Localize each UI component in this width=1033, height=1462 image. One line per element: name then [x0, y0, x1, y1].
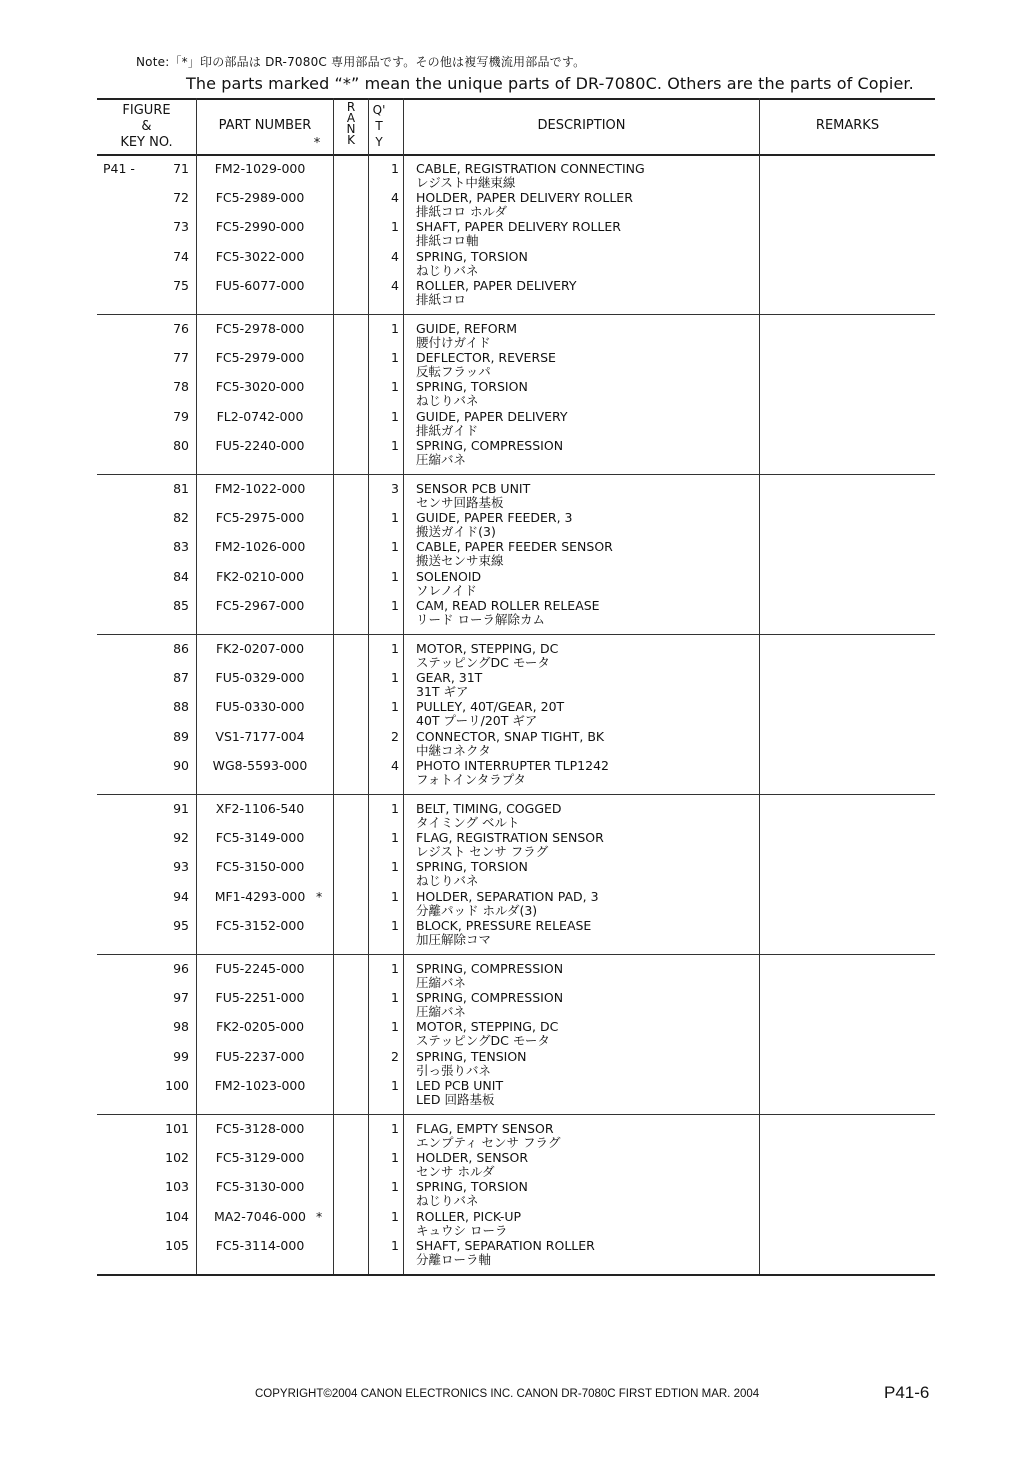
- part-number-cell: FC5-2989-000: [215, 190, 305, 206]
- part-number-cell: FU5-2245-000: [215, 961, 305, 976]
- table-row: [97, 410, 935, 439]
- description-japanese: 31T ギア: [416, 684, 469, 700]
- group-rule: [97, 314, 935, 315]
- description-english: SPRING, TORSION: [416, 1179, 528, 1195]
- description-cell: [416, 671, 856, 699]
- description-cell: [416, 642, 856, 670]
- copyright-footer: COPYRIGHT©2004 CANON ELECTRONICS INC. CANON DR-7080C FIRST EDTION MAR. 2004: [255, 1388, 760, 1400]
- description-english: SENSOR PCB UNIT: [416, 481, 531, 496]
- quantity-cell: 4: [391, 757, 399, 773]
- description-cell: [416, 410, 856, 438]
- description-english: SPRING, COMPRESSION: [416, 990, 564, 1006]
- part-number-cell: FU5-2240-000: [215, 437, 305, 453]
- table-row: [97, 1020, 935, 1049]
- quantity-cell: 1: [391, 1208, 399, 1224]
- key-number-cell: 80: [173, 437, 189, 453]
- description-japanese: フォトインタラプタ: [416, 771, 526, 787]
- table-row: [97, 162, 935, 191]
- header-bottom-rule: [97, 154, 935, 156]
- description-english: BLOCK, PRESSURE RELEASE: [416, 917, 592, 933]
- description-cell: [416, 162, 856, 190]
- description-japanese: 反転フラッパ: [416, 364, 491, 380]
- key-number-cell: 85: [173, 597, 189, 613]
- quantity-cell: 2: [391, 728, 399, 744]
- quantity-cell: 4: [391, 248, 399, 264]
- part-number-cell: FC5-3129-000: [215, 1150, 305, 1166]
- key-number-cell: 77: [173, 350, 189, 366]
- quantity-cell: 1: [391, 830, 399, 846]
- table-row: [97, 540, 935, 569]
- description-english: ROLLER, PICK-UP: [416, 1208, 522, 1224]
- description-english: PHOTO INTERRUPTER TLP1242: [416, 757, 609, 773]
- quantity-cell: 4: [391, 190, 399, 206]
- part-number-cell: FK2-0205-000: [215, 1019, 305, 1035]
- part-number-cell: WG8-5593-000: [212, 757, 308, 773]
- description-cell: [416, 250, 856, 278]
- part-number-cell: FC5-2967-000: [215, 597, 305, 613]
- quantity-cell: 1: [391, 1150, 399, 1166]
- table-row: [97, 511, 935, 540]
- key-number-cell: 82: [173, 510, 189, 526]
- description-cell: [416, 599, 856, 627]
- description-cell: [416, 1050, 856, 1078]
- description-japanese: 中継コネクタ: [416, 742, 491, 758]
- header-rank-letter: A: [346, 111, 356, 125]
- description-cell: [416, 511, 856, 539]
- description-japanese: リード ローラ解除カム: [416, 611, 545, 627]
- key-number-cell: 98: [173, 1019, 189, 1035]
- part-number-cell: MA2-7046-000: [214, 1208, 306, 1224]
- header-figure-line: KEY NO.: [120, 135, 173, 150]
- description-english: SPRING, TORSION: [416, 248, 528, 264]
- description-english: GEAR, 31T: [416, 670, 483, 686]
- description-japanese: ソレノイド: [416, 582, 477, 598]
- part-number-cell: FM2-1026-000: [214, 539, 306, 555]
- table-bottom-rule: [97, 1274, 935, 1276]
- description-cell: [416, 570, 856, 598]
- quantity-cell: 1: [391, 510, 399, 526]
- header-qty-letter: Y: [375, 135, 383, 149]
- note-english: The parts marked “*” mean the unique parts of DR-7080C. Others are the parts of Copier.: [186, 74, 914, 93]
- key-number-cell: 104: [165, 1208, 189, 1224]
- page-number: P41-6: [884, 1383, 930, 1402]
- part-number-cell: FU5-0329-000: [215, 670, 305, 686]
- part-number-cell: XF2-1106-540: [215, 801, 305, 816]
- description-cell: [416, 831, 856, 859]
- key-number-cell: 89: [173, 728, 189, 744]
- description-japanese: 腰付けガイド: [416, 335, 491, 350]
- part-number-cell: FL2-0742-000: [216, 408, 304, 424]
- description-english: FLAG, EMPTY SENSOR: [416, 1121, 554, 1136]
- table-row: [97, 1239, 935, 1268]
- group-rule: [97, 634, 935, 635]
- quantity-cell: 1: [391, 990, 399, 1006]
- description-japanese: 搬送ガイド(3): [416, 524, 496, 540]
- table-row: [97, 890, 935, 919]
- description-english: BELT, TIMING, COGGED: [416, 801, 562, 816]
- description-japanese: 排紙コロ軸: [416, 233, 479, 249]
- quantity-cell: 1: [391, 1019, 399, 1035]
- table-row: [97, 1079, 935, 1108]
- description-english: SHAFT, SEPARATION ROLLER: [416, 1237, 595, 1253]
- description-japanese: レジスト センサ フラグ: [416, 844, 549, 860]
- description-english: HOLDER, PAPER DELIVERY ROLLER: [416, 190, 633, 206]
- description-cell: [416, 730, 856, 758]
- table-row: [97, 439, 935, 468]
- description-japanese: 40T プーリ/20T ギア: [416, 713, 538, 729]
- key-number-cell: 76: [173, 321, 189, 336]
- description-japanese: 排紙ガイド: [416, 422, 479, 438]
- description-english: HOLDER, SENSOR: [416, 1150, 528, 1166]
- key-number-cell: 96: [173, 961, 189, 976]
- unique-part-mark: *: [316, 1208, 323, 1224]
- header-rank-letter: K: [347, 133, 355, 147]
- table-row: [97, 351, 935, 380]
- header-qty-letter: Q': [372, 103, 386, 117]
- note-japanese: Note:「*」印の部品は DR-7080C 専用部品です。その他は複写機流用部品です。: [136, 55, 586, 69]
- description-english: GUIDE, REFORM: [416, 321, 518, 336]
- part-number-cell: FM2-1023-000: [214, 1077, 306, 1093]
- quantity-cell: 1: [391, 917, 399, 933]
- part-number-cell: FU5-0330-000: [215, 699, 305, 715]
- description-english: SPRING, COMPRESSION: [416, 961, 564, 976]
- quantity-cell: 1: [391, 641, 399, 656]
- part-number-cell: FU5-2251-000: [215, 990, 305, 1006]
- description-english: HOLDER, SEPARATION PAD, 3: [416, 888, 599, 904]
- header-figure-line: FIGURE: [122, 103, 171, 118]
- description-japanese: 圧縮バネ: [416, 451, 467, 467]
- key-number-cell: 78: [173, 379, 189, 395]
- unique-part-mark: *: [316, 888, 323, 904]
- table-row: [97, 599, 935, 628]
- description-cell: [416, 191, 856, 219]
- description-japanese: タイミング ベルト: [416, 815, 520, 830]
- key-number-cell: 101: [165, 1121, 189, 1136]
- key-number-cell: 83: [173, 539, 189, 555]
- description-english: CABLE, REGISTRATION CONNECTING: [416, 161, 645, 176]
- description-japanese: レジスト中継束線: [416, 175, 516, 190]
- header-qty-letter: T: [375, 119, 383, 133]
- key-number-cell: 93: [173, 859, 189, 875]
- table-row: [97, 380, 935, 409]
- description-english: FLAG, REGISTRATION SENSOR: [416, 830, 604, 846]
- table-row: [97, 962, 935, 991]
- key-number-cell: 75: [173, 277, 189, 293]
- table-row: [97, 1180, 935, 1209]
- part-number-cell: FC5-2979-000: [215, 350, 305, 366]
- description-cell: [416, 540, 856, 568]
- description-japanese: センサ回路基板: [416, 495, 504, 510]
- description-japanese: ステッピングDC モータ: [416, 655, 550, 670]
- quantity-cell: 1: [391, 670, 399, 686]
- quantity-cell: 1: [391, 859, 399, 875]
- quantity-cell: 2: [391, 1048, 399, 1064]
- description-english: SPRING, COMPRESSION: [416, 437, 564, 453]
- description-cell: [416, 220, 856, 248]
- quantity-cell: 1: [391, 1077, 399, 1093]
- part-number-cell: FU5-6077-000: [215, 277, 305, 293]
- quantity-cell: 1: [391, 597, 399, 613]
- group-rule: [97, 794, 935, 795]
- quantity-cell: 1: [391, 801, 399, 816]
- table-row: [97, 250, 935, 279]
- part-number-cell: FC5-3149-000: [215, 830, 305, 846]
- description-cell: [416, 860, 856, 888]
- description-cell: [416, 1151, 856, 1179]
- quantity-cell: 1: [391, 888, 399, 904]
- table-top-rule: [97, 98, 935, 100]
- table-row: [97, 1122, 935, 1151]
- table-row: [97, 1050, 935, 1079]
- part-number-cell: FC5-3130-000: [215, 1179, 305, 1195]
- part-number-cell: VS1-7177-004: [215, 728, 305, 744]
- part-number-cell: FK2-0210-000: [215, 568, 305, 584]
- key-number-cell: 99: [173, 1048, 189, 1064]
- description-english: GUIDE, PAPER DELIVERY: [416, 408, 568, 424]
- description-cell: [416, 919, 856, 947]
- part-number-cell: FK2-0207-000: [215, 641, 305, 656]
- description-japanese: ねじりバネ: [416, 393, 479, 409]
- description-cell: [416, 759, 856, 787]
- key-number-cell: 72: [173, 190, 189, 206]
- description-japanese: 排紙コロ: [416, 291, 467, 307]
- description-cell: [416, 802, 856, 830]
- part-number-cell: FC5-2990-000: [215, 219, 305, 235]
- table-row: [97, 191, 935, 220]
- description-cell: [416, 962, 856, 990]
- key-number-cell: 102: [165, 1150, 189, 1166]
- description-cell: [416, 1239, 856, 1267]
- table-row: [97, 831, 935, 860]
- description-english: LED PCB UNIT: [416, 1077, 504, 1093]
- description-english: SHAFT, PAPER DELIVERY ROLLER: [416, 219, 621, 235]
- description-english: DEFLECTOR, REVERSE: [416, 350, 556, 366]
- table-row: [97, 1151, 935, 1180]
- key-number-cell: 90: [173, 757, 189, 773]
- header-qty: [369, 102, 389, 150]
- part-number-cell: FC5-3114-000: [215, 1237, 305, 1253]
- quantity-cell: 1: [391, 1121, 399, 1136]
- description-cell: [416, 279, 856, 307]
- header-description: DESCRIPTION: [537, 118, 626, 133]
- key-number-cell: 74: [173, 248, 189, 264]
- quantity-cell: 1: [391, 961, 399, 976]
- parts-table: [97, 98, 935, 1277]
- key-number-cell: 97: [173, 990, 189, 1006]
- header-part-star: *: [313, 136, 321, 151]
- part-number-cell: FU5-2237-000: [215, 1048, 305, 1064]
- part-number-cell: FC5-3020-000: [215, 379, 305, 395]
- description-english: SOLENOID: [416, 568, 482, 584]
- quantity-cell: 1: [391, 219, 399, 235]
- group-rule: [97, 954, 935, 955]
- part-number-cell: FC5-2978-000: [215, 321, 305, 336]
- key-number-cell: 79: [173, 408, 189, 424]
- quantity-cell: 1: [391, 161, 399, 176]
- description-japanese: LED 回路基板: [416, 1091, 495, 1107]
- description-japanese: 引っ張りバネ: [416, 1062, 492, 1078]
- table-row: [97, 730, 935, 759]
- quantity-cell: 1: [391, 1237, 399, 1253]
- table-row: [97, 700, 935, 729]
- description-english: CAM, READ ROLLER RELEASE: [416, 597, 600, 613]
- description-japanese: ねじりバネ: [416, 873, 479, 889]
- description-japanese: 搬送センサ束線: [416, 553, 504, 569]
- header-figure: [97, 103, 196, 151]
- quantity-cell: 1: [391, 539, 399, 555]
- table-row: [97, 991, 935, 1020]
- description-english: GUIDE, PAPER FEEDER, 3: [416, 510, 573, 526]
- description-english: PULLEY, 40T/GEAR, 20T: [416, 699, 565, 715]
- description-japanese: 分離パッド ホルダ(3): [416, 902, 538, 918]
- description-japanese: ねじりバネ: [416, 262, 479, 278]
- table-row: [97, 220, 935, 249]
- table-row: [97, 482, 935, 511]
- header-figure-line: &: [141, 119, 152, 134]
- table-row: [97, 759, 935, 788]
- description-cell: [416, 1122, 856, 1150]
- description-english: CABLE, PAPER FEEDER SENSOR: [416, 539, 613, 555]
- key-number-cell: 103: [165, 1179, 189, 1195]
- description-japanese: キュウシ ローラ: [416, 1222, 508, 1238]
- quantity-cell: 1: [391, 699, 399, 715]
- part-number-cell: FM2-1029-000: [214, 161, 306, 176]
- key-number-cell: 105: [165, 1237, 189, 1253]
- group-rule: [97, 1114, 935, 1115]
- key-number-cell: 92: [173, 830, 189, 846]
- part-number-cell: MF1-4293-000: [214, 888, 306, 904]
- key-number-cell: 71: [173, 161, 189, 176]
- part-number-cell: FC5-3152-000: [215, 917, 305, 933]
- description-english: ROLLER, PAPER DELIVERY: [416, 277, 577, 293]
- description-english: MOTOR, STEPPING, DC: [416, 641, 559, 656]
- description-cell: [416, 322, 856, 350]
- key-number-cell: 84: [173, 568, 189, 584]
- description-cell: [416, 991, 856, 1019]
- key-number-cell: 100: [165, 1077, 189, 1093]
- description-cell: [416, 351, 856, 379]
- table-row: [97, 322, 935, 351]
- description-cell: [416, 1210, 856, 1238]
- description-japanese: 分離ローラ軸: [416, 1251, 492, 1267]
- part-number-cell: FC5-2975-000: [215, 510, 305, 526]
- description-english: SPRING, TORSION: [416, 379, 528, 395]
- table-row: [97, 642, 935, 671]
- quantity-cell: 4: [391, 277, 399, 293]
- key-number-cell: 91: [173, 801, 189, 816]
- header-remarks: REMARKS: [815, 118, 880, 133]
- table-row: [97, 1210, 935, 1239]
- quantity-cell: 1: [391, 379, 399, 395]
- description-japanese: 圧縮バネ: [416, 975, 467, 990]
- key-number-cell: 94: [173, 888, 189, 904]
- table-row: [97, 671, 935, 700]
- table-row: [97, 570, 935, 599]
- table-row: [97, 919, 935, 948]
- description-cell: [416, 1180, 856, 1208]
- description-english: SPRING, TENSION: [416, 1048, 527, 1064]
- part-number-cell: FC5-3150-000: [215, 859, 305, 875]
- key-number-cell: 87: [173, 670, 189, 686]
- quantity-cell: 1: [391, 1179, 399, 1195]
- description-cell: [416, 482, 856, 510]
- description-japanese: センサ ホルダ: [416, 1164, 495, 1180]
- part-number-cell: FC5-3022-000: [215, 248, 305, 264]
- description-japanese: ねじりバネ: [416, 1193, 479, 1209]
- description-japanese: ステッピングDC モータ: [416, 1033, 550, 1049]
- part-number-cell: FC5-3128-000: [215, 1121, 305, 1136]
- figure-cell: P41 -: [103, 161, 135, 176]
- description-japanese: 圧縮バネ: [416, 1004, 467, 1020]
- key-number-cell: 95: [173, 917, 189, 933]
- description-cell: [416, 439, 856, 467]
- description-cell: [416, 1079, 856, 1107]
- part-number-cell: FM2-1022-000: [214, 481, 306, 496]
- key-number-cell: 88: [173, 699, 189, 715]
- header-rank-letter: R: [346, 100, 356, 114]
- description-japanese: 排紙コロ ホルダ: [416, 204, 507, 220]
- table-row: [97, 860, 935, 889]
- key-number-cell: 86: [173, 641, 189, 656]
- group-rule: [97, 474, 935, 475]
- key-number-cell: 81: [173, 481, 189, 496]
- quantity-cell: 3: [391, 481, 399, 496]
- description-cell: [416, 380, 856, 408]
- description-english: SPRING, TORSION: [416, 859, 528, 875]
- table-row: [97, 279, 935, 308]
- quantity-cell: 1: [391, 321, 399, 336]
- description-japanese: エンプティ センサ フラグ: [416, 1135, 561, 1150]
- description-japanese: 加圧解除コマ: [416, 931, 492, 947]
- header-rank: [334, 102, 368, 146]
- quantity-cell: 1: [391, 408, 399, 424]
- key-number-cell: 73: [173, 219, 189, 235]
- description-cell: [416, 1020, 856, 1048]
- description-english: CONNECTOR, SNAP TIGHT, BK: [416, 728, 605, 744]
- table-row: [97, 802, 935, 831]
- quantity-cell: 1: [391, 568, 399, 584]
- quantity-cell: 1: [391, 350, 399, 366]
- description-english: MOTOR, STEPPING, DC: [416, 1019, 559, 1035]
- header-rank-letter: N: [346, 122, 356, 136]
- quantity-cell: 1: [391, 437, 399, 453]
- description-cell: [416, 700, 856, 728]
- description-cell: [416, 890, 856, 918]
- header-part-number: PART NUMBER: [218, 118, 312, 133]
